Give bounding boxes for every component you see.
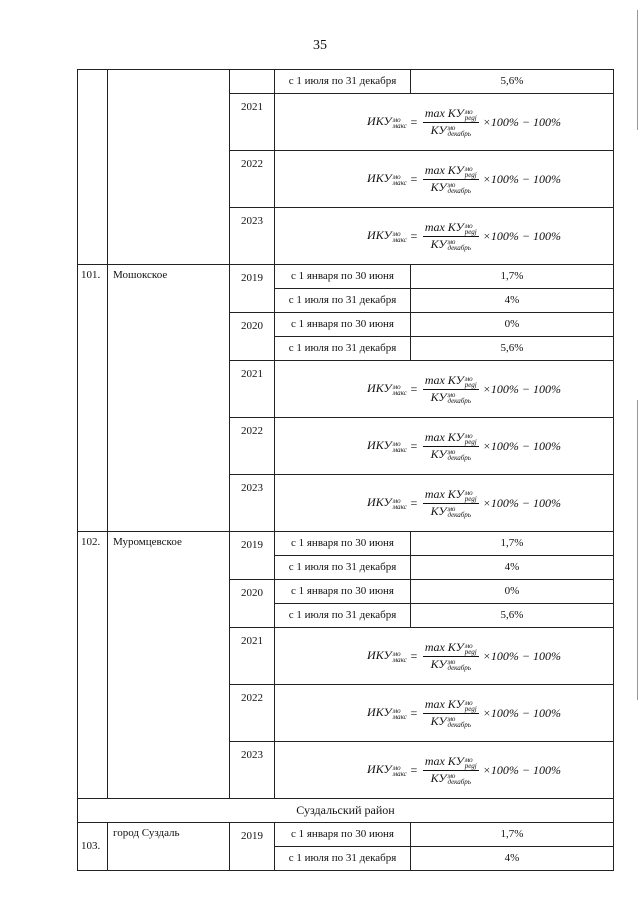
- formula-equals: =: [409, 228, 418, 243]
- formula-lhs: ИКУ мо макс: [367, 114, 407, 130]
- year-cell: 2023: [230, 742, 275, 799]
- value-cell: 4%: [411, 289, 614, 313]
- number-cell: 103.: [78, 823, 108, 871]
- formula-lhs: ИКУ мо макс: [367, 438, 407, 454]
- formula-lhs: ИКУ мо макс: [367, 228, 407, 244]
- year-cell: 2019: [230, 823, 275, 871]
- formula-tail: ×100% − 100%: [482, 648, 561, 663]
- formula-lhs: ИКУ мо макс: [367, 648, 407, 664]
- formula-denominator: КУ мо декабрь: [430, 713, 471, 729]
- name-cell: Муромцевское: [108, 532, 230, 799]
- formula-tail: ×100% − 100%: [482, 762, 561, 777]
- formula-numerator: max КУ мо реgj: [424, 487, 477, 503]
- year-cell: 2019: [230, 265, 275, 313]
- year-cell: 2021: [230, 94, 275, 151]
- formula-equals: =: [409, 495, 418, 510]
- formula-fraction: [423, 431, 479, 461]
- period-cell: с 1 января по 30 июня: [275, 823, 411, 847]
- scan-edge-mark: [637, 400, 638, 700]
- formula-numerator: max КУ мо реgj: [424, 220, 477, 236]
- formula-cell: [275, 208, 614, 265]
- formula-denominator: КУ мо декабрь: [430, 503, 471, 519]
- period-cell: с 1 июля по 31 декабря: [275, 70, 411, 94]
- formula-numerator: max КУ мо реgj: [424, 106, 477, 122]
- formula-equals: =: [409, 648, 418, 663]
- value-cell: 0%: [411, 313, 614, 337]
- period-cell: с 1 июля по 31 декабря: [275, 337, 411, 361]
- value-cell: 1,7%: [411, 823, 614, 847]
- value-cell: 0%: [411, 580, 614, 604]
- year-cell: 2021: [230, 361, 275, 418]
- page-number: 35: [313, 38, 327, 53]
- tariff-table: [77, 69, 614, 871]
- year-cell: [230, 70, 275, 94]
- formula: [275, 107, 613, 137]
- name-cell: Мошокское: [108, 265, 230, 532]
- period-cell: с 1 июля по 31 декабря: [275, 847, 411, 871]
- period-cell: с 1 января по 30 июня: [275, 265, 411, 289]
- number-cell: [78, 70, 108, 265]
- number-cell: 102.: [78, 532, 108, 799]
- period-cell: с 1 июля по 31 декабря: [275, 289, 411, 313]
- value-cell: 1,7%: [411, 265, 614, 289]
- year-cell: 2022: [230, 151, 275, 208]
- formula-denominator: КУ мо декабрь: [430, 122, 471, 138]
- formula: [275, 641, 613, 671]
- region-row: [78, 799, 614, 823]
- formula-tail: ×100% − 100%: [482, 495, 561, 510]
- value-cell: 1,7%: [411, 532, 614, 556]
- formula-numerator: max КУ мо реgj: [424, 754, 477, 770]
- formula-tail: ×100% − 100%: [482, 228, 561, 243]
- table-row: [78, 532, 614, 556]
- year-cell: 2020: [230, 313, 275, 361]
- table-row: [78, 823, 614, 847]
- formula-tail: ×100% − 100%: [482, 438, 561, 453]
- formula-fraction: [423, 488, 479, 518]
- formula-cell: [275, 685, 614, 742]
- formula: [275, 431, 613, 461]
- year-cell: 2023: [230, 475, 275, 532]
- period-cell: с 1 января по 30 июня: [275, 313, 411, 337]
- formula-lhs: ИКУ мо макс: [367, 381, 407, 397]
- formula-fraction: [423, 221, 479, 251]
- value-cell: 5,6%: [411, 70, 614, 94]
- year-cell: 2019: [230, 532, 275, 580]
- formula-cell: [275, 151, 614, 208]
- formula-denominator: КУ мо декабрь: [430, 179, 471, 195]
- period-cell: с 1 января по 30 июня: [275, 532, 411, 556]
- value-cell: 4%: [411, 847, 614, 871]
- formula-tail: ×100% − 100%: [482, 705, 561, 720]
- formula: [275, 488, 613, 518]
- formula-cell: [275, 94, 614, 151]
- formula-numerator: max КУ мо реgj: [424, 163, 477, 179]
- formula-numerator: max КУ мо реgj: [424, 640, 477, 656]
- year-cell: 2022: [230, 685, 275, 742]
- formula-lhs: ИКУ мо макс: [367, 495, 407, 511]
- formula-cell: [275, 628, 614, 685]
- period-cell: с 1 июля по 31 декабря: [275, 604, 411, 628]
- value-cell: 4%: [411, 556, 614, 580]
- name-cell: город Суздаль: [108, 823, 230, 871]
- region-name: Суздальский район: [78, 799, 614, 823]
- formula-numerator: max КУ мо реgj: [424, 373, 477, 389]
- formula-fraction: [423, 164, 479, 194]
- formula: [275, 164, 613, 194]
- formula-cell: [275, 742, 614, 799]
- period-cell: с 1 января по 30 июня: [275, 580, 411, 604]
- formula-tail: ×100% − 100%: [482, 171, 561, 186]
- scan-edge-mark: [637, 10, 638, 130]
- formula-fraction: [423, 107, 479, 137]
- formula-equals: =: [409, 705, 418, 720]
- formula-denominator: КУ мо декабрь: [430, 389, 471, 405]
- name-cell: [108, 70, 230, 265]
- formula-tail: ×100% − 100%: [482, 381, 561, 396]
- formula-denominator: КУ мо декабрь: [430, 770, 471, 786]
- table-row: [78, 265, 614, 289]
- formula-equals: =: [409, 171, 418, 186]
- formula-denominator: КУ мо декабрь: [430, 446, 471, 462]
- year-cell: 2020: [230, 580, 275, 628]
- formula-numerator: max КУ мо реgj: [424, 430, 477, 446]
- formula-denominator: КУ мо декабрь: [430, 656, 471, 672]
- formula-lhs: ИКУ мо макс: [367, 171, 407, 187]
- year-cell: 2023: [230, 208, 275, 265]
- formula-fraction: [423, 641, 479, 671]
- formula-equals: =: [409, 762, 418, 777]
- number-cell: 101.: [78, 265, 108, 532]
- table-row: [78, 70, 614, 94]
- formula-fraction: [423, 374, 479, 404]
- value-cell: 5,6%: [411, 604, 614, 628]
- year-cell: 2022: [230, 418, 275, 475]
- formula-lhs: ИКУ мо макс: [367, 705, 407, 721]
- formula-numerator: max КУ мо реgj: [424, 697, 477, 713]
- value-cell: 5,6%: [411, 337, 614, 361]
- formula-equals: =: [409, 381, 418, 396]
- formula-fraction: [423, 755, 479, 785]
- year-cell: 2021: [230, 628, 275, 685]
- formula-cell: [275, 361, 614, 418]
- formula-tail: ×100% − 100%: [482, 114, 561, 129]
- formula-lhs: ИКУ мо макс: [367, 762, 407, 778]
- formula: [275, 221, 613, 251]
- formula: [275, 698, 613, 728]
- formula-equals: =: [409, 438, 418, 453]
- formula-equals: =: [409, 114, 418, 129]
- formula: [275, 374, 613, 404]
- formula-denominator: КУ мо декабрь: [430, 236, 471, 252]
- formula-fraction: [423, 698, 479, 728]
- period-cell: с 1 июля по 31 декабря: [275, 556, 411, 580]
- formula: [275, 755, 613, 785]
- formula-cell: [275, 418, 614, 475]
- formula-cell: [275, 475, 614, 532]
